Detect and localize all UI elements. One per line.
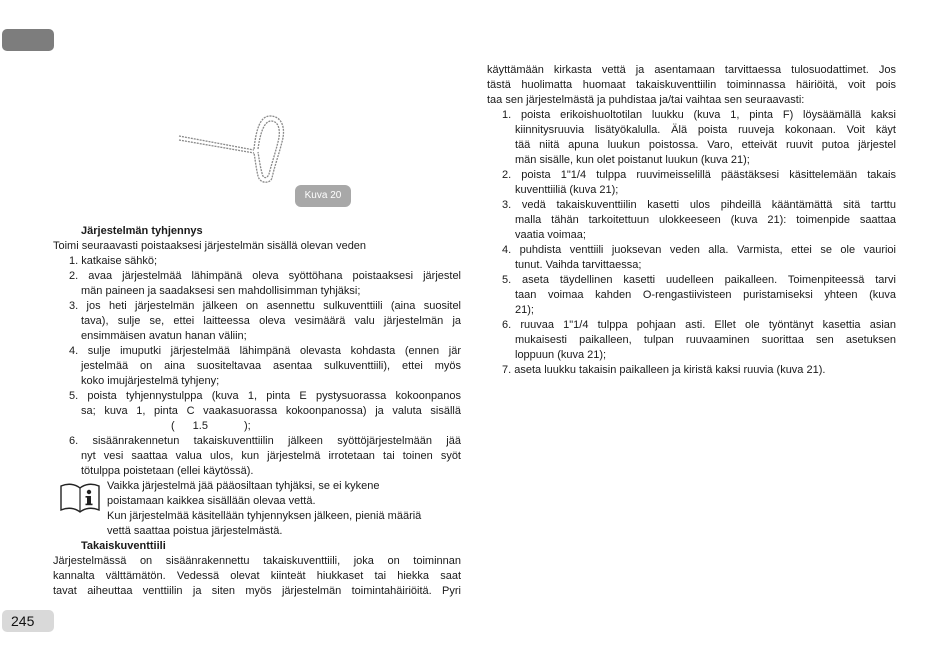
list-item-cont: tötulppa poistetaan (ellei käytössä). [81, 465, 254, 477]
note-text: vettä saattaa poistua järjestelmästä. [107, 525, 283, 537]
paragraph-line: käyttämään kirkasta vettä ja asentamaan tarvittaessa tulosuodattimet. Jos [487, 64, 896, 76]
note-text: Vaikka järjestelmä jää pääosiltaan tyhjäksi, se ei kykene [107, 480, 380, 492]
paragraph-line: Järjestelmässä on sisäänrakennettu takaiskuventtiili, joka on toiminnan [53, 555, 461, 567]
step-item-cont: mukaisesti paikalleen, tulpan ruuvaaminen suorittaa sen asetuksen [515, 334, 896, 346]
list-item: 5. poista tyhjennystulppa (kuva 1, pinta E pystysuorassa kokoonpanos [69, 390, 461, 402]
step-item: 2. poista 1"1/4 tulppa ruuvimeisselillä päästäksesi käsittelemään takais [502, 169, 896, 181]
step-item: 7. aseta luukku takaisin paikalleen ja kiristä kaksi ruuvia (kuva 21). [502, 364, 826, 376]
step-item: 5. aseta täydellinen kasetti uudelleen paikalleen. Toimenpiteessä tarvi [502, 274, 896, 286]
step-item-cont: taan voimaa kahden O-rengastiivisteen puristamiseksi yhteen (kuva [515, 289, 896, 301]
step-item-cont: män sisälle, kun olet poistanut luukun (kuva 21); [515, 154, 750, 166]
step-item: 3. vedä takaiskuventtiilin kasetti ulos pihdeillä kääntämättä sitä tarttu [502, 199, 896, 211]
info-book-icon [59, 482, 101, 514]
page-number: 245 [2, 610, 54, 632]
hex-key-tool-image [178, 112, 290, 186]
list-item: 1. katkaise sähkö; [69, 255, 158, 267]
list-item-cont: jestelmää on aina suositeltavaa asentaa sulkuventtiili), ettei myös [81, 360, 461, 372]
info-note [53, 479, 461, 539]
paragraph-line: tästä huolimatta huomaat takaiskuventtiilin toiminnassa häiriöitä, voit pois [487, 79, 896, 91]
note-text: Kun järjestelmää käsitellään tyhjennyksen jälkeen, pieniä määriä [107, 510, 422, 522]
left-column [53, 224, 461, 599]
section-heading-check-valve: Takaiskuventtiili [81, 540, 166, 552]
paren-open: ( [171, 420, 175, 432]
step-item-cont: vaatia voimaa; [515, 229, 586, 241]
list-item-cont: män paineen ja saadaksesi sen mahdollisimman tyhjäksi; [81, 285, 361, 297]
list-item-cont: ensimmäisen avatun hanan väliin; [81, 330, 247, 342]
section-heading-drainage: Järjestelmän tyhjennys [81, 225, 203, 237]
paren-close: ); [243, 420, 251, 432]
list-item-cont [53, 419, 461, 434]
step-item-cont: tää niitä apuna luukun poistossa. Varo, etteivät ruuvit putoa järjestel [515, 139, 896, 151]
chapter-tab [2, 29, 54, 51]
volume-value: 1.5 [192, 420, 208, 432]
step-item: 4. puhdista venttiili juoksevan veden alla. Varmista, ettei se ole vaurioi [502, 244, 896, 256]
list-item: 2. avaa järjestelmää lähimpänä oleva syöttöhana poistaaksesi järjestel [69, 270, 461, 282]
step-item: 6. ruuvaa 1"1/4 tulppa pohjaan asti. Ellet ole työntänyt kasettia asian [502, 319, 896, 331]
list-item: 4. sulje imuputki järjestelmää lähimpänä olevasta kohdasta (ennen jär [69, 345, 461, 357]
note-text: poistamaan kaikkea sisällään olevaa vettä. [107, 495, 316, 507]
paragraph-line: taa sen järjestelmästä ja puhdistaa ja/tai vaihtaa sen seuraavasti: [487, 94, 805, 106]
step-item-cont: malla tähän tarkoitettuun ulokkeeseen (kuva 21): toimenpide saattaa [515, 214, 896, 226]
list-item: 3. jos heti järjestelmän jälkeen on asennettu sulkuventtiili (aina suositel [69, 300, 461, 312]
list-item-cont: nyt vesi saattaa valua ulos, kun järjestelmä irrotetaan tai toinen syöt [81, 450, 461, 462]
list-item: 6. sisäänrakennetun takaiskuventtiilin jälkeen syöttöjärjestelmään jää [69, 435, 461, 447]
figure-label: Kuva 20 [295, 185, 351, 207]
paragraph-line: kannalta välttämätön. Vedessä olevat kiinteät hiukkaset tai hiekka saat [53, 570, 461, 582]
step-item-cont: kiinnitysruuvia lisätyökalulla. Älä poista ruuveja kokonaan. Voit käyt [515, 124, 896, 136]
step-item-cont: loppuun (kuva 21); [515, 349, 607, 361]
step-item-cont: kuventtiiliä (kuva 21); [515, 184, 619, 196]
list-item-cont: sa; kuva 1, pinta C vaakasuorassa kokoonpanossa) ja valuta sisällä [81, 405, 461, 417]
right-column [487, 63, 896, 378]
list-item-cont: tava), sulje se, ettei laitteessa oleva vesimäärä valu järjestelmän ja [81, 315, 461, 327]
list-item-cont: koko imujärjestelmä tyhjeny; [81, 375, 220, 387]
intro-text: Toimi seuraavasti poistaaksesi järjestelmän sisällä olevan veden [53, 240, 367, 252]
paragraph-line: tavat aiheuttaa venttiilin ja siten myös järjestelmän toimintahäiriöitä. Pyri [53, 585, 461, 597]
step-item-cont: tunut. Vaihda tarvittaessa; [515, 259, 642, 271]
step-item-cont: 21); [515, 304, 534, 316]
step-item: 1. poista erikoishuoltotilan luukku (kuva 1, pinta F) löysäämällä kaksi [502, 109, 896, 121]
